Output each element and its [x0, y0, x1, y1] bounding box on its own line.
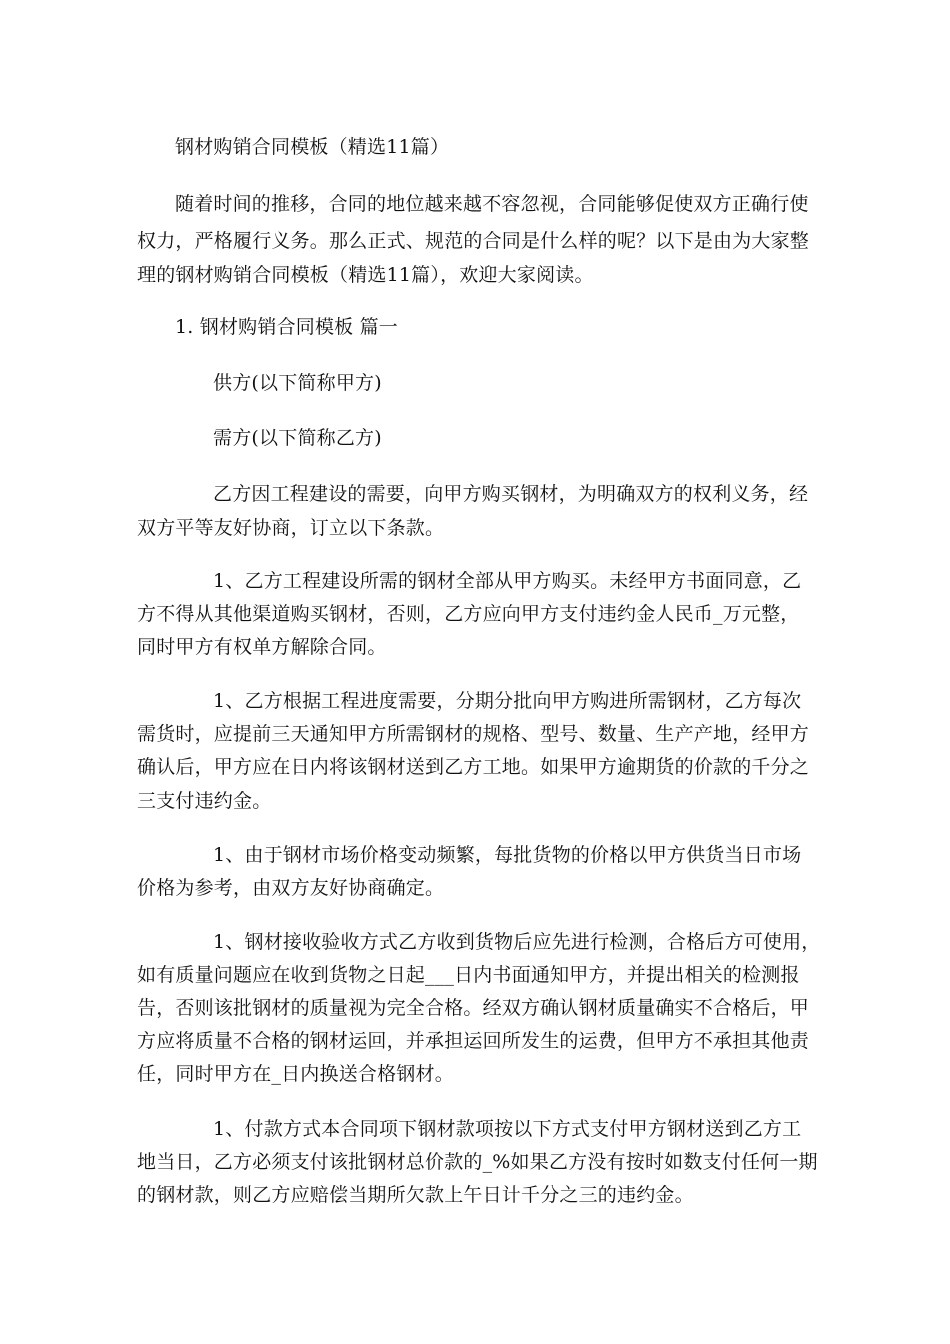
clause-1-line-1: 1、乙方工程建设所需的钢材全部从甲方购买。未经甲方书面同意，乙 — [213, 570, 802, 592]
preamble-line-1: 乙方因工程建设的需要，向甲方购买钢材，为明确双方的权利义务，经 — [213, 483, 809, 505]
clause-1-line-2: 方不得从其他渠道购买钢材，否则，乙方应向甲方支付违约金人民币_万元整， — [137, 603, 800, 625]
supplier-label: 供方(以下简称甲方) — [213, 372, 382, 394]
clause-4-line-4: 方应将质量不合格的钢材运回，并承担运回所发生的运费，但甲方不承担其他责 — [137, 1030, 810, 1052]
intro-line-1: 随着时间的推移，合同的地位越来越不容忽视，合同能够促使双方正确行使 — [175, 193, 809, 215]
clause-5-line-2: 地当日，乙方必须支付该批钢材总价款的_%如果乙方没有按时如数支付任何一期 — [137, 1151, 818, 1173]
intro-line-2: 权力，严格履行义务。那么正式、规范的合同是什么样的呢？以下是由为大家整 — [137, 230, 810, 252]
document-title: 钢材购销合同模板（精选11篇） — [175, 136, 450, 158]
section-heading: 1. 钢材购销合同模板 篇一 — [175, 316, 399, 338]
buyer-label: 需方(以下简称乙方) — [213, 427, 382, 449]
clause-5-line-1: 1、付款方式本合同项下钢材款项按以下方式支付甲方钢材送到乙方工 — [213, 1118, 802, 1140]
clause-4-line-5: 任，同时甲方在_日内换送合格钢材。 — [137, 1063, 454, 1085]
clause-1-line-3: 同时甲方有权单方解除合同。 — [137, 636, 387, 658]
clause-3-line-1: 1、由于钢材市场价格变动频繁，每批货物的价格以甲方供货当日市场 — [213, 844, 802, 866]
intro-line-3: 理的钢材购销合同模板（精选11篇），欢迎大家阅读。 — [137, 264, 594, 286]
clause-2-line-2: 需货时，应提前三天通知甲方所需钢材的规格、型号、数量、生产产地，经甲方 — [137, 723, 810, 745]
clause-4-line-1: 1、钢材接收验收方式乙方收到货物后应先进行检测，合格后方可使用， — [213, 931, 821, 953]
clause-2-line-1: 1、乙方根据工程进度需要，分期分批向甲方购进所需钢材，乙方每次 — [213, 690, 802, 712]
clause-3-line-2: 价格为参考，由双方友好协商确定。 — [137, 877, 445, 899]
clause-2-line-3: 确认后，甲方应在日内将该钢材送到乙方工地。如果甲方逾期货的价款的千分之 — [137, 756, 810, 778]
clause-5-line-3: 的钢材款，则乙方应赔偿当期所欠款上午日计千分之三的违约金。 — [137, 1184, 694, 1206]
clause-2-line-4: 三支付违约金。 — [137, 790, 272, 812]
clause-4-line-3: 告，否则该批钢材的质量视为完全合格。经双方确认钢材质量确实不合格后，甲 — [137, 997, 810, 1019]
preamble-line-2: 双方平等友好协商，订立以下条款。 — [137, 517, 445, 539]
clause-4-line-2: 如有质量问题应在收到货物之日起___日内书面通知甲方，并提出相关的检测报 — [137, 964, 800, 986]
